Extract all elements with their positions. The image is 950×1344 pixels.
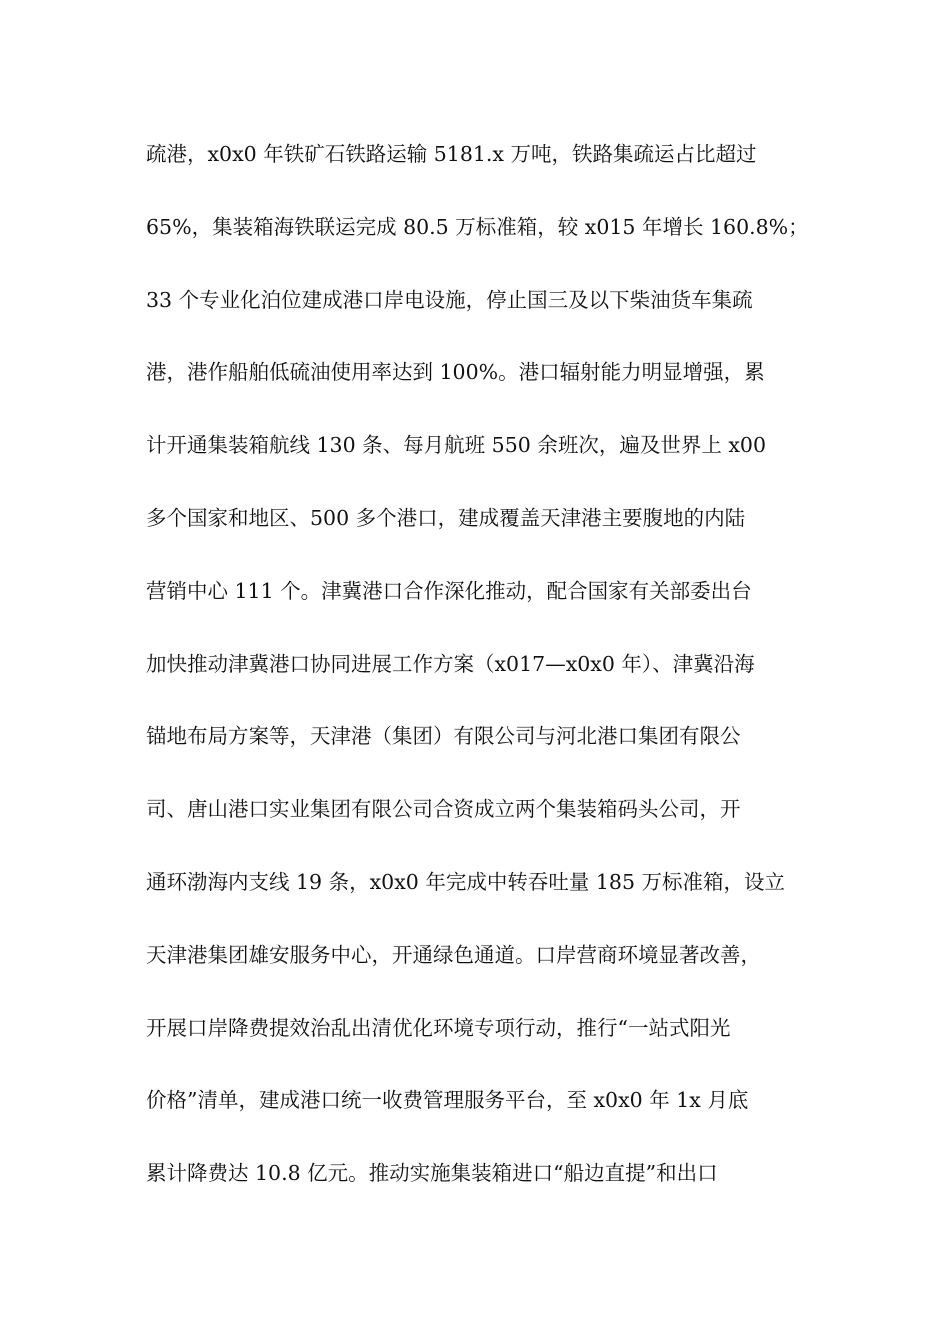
text-line: 多个国家和地区、500 多个港口，建成覆盖天津港主要腹地的内陆 [146,505,746,530]
text-line: 营销中心 111 个。津冀港口合作深化推动，配合国家有关部委出台 [146,578,752,603]
text-line: 累计降费达 10.8 亿元。推动实施集装箱进口“船边直提”和出口 [146,1161,718,1186]
text-line: 65%，集装箱海铁联运完成 80.5 万标准箱，较 x015 年增长 160.8%； [146,214,809,239]
text-line: 33 个专业化泊位建成港口岸电设施，停止国三及以下柴油货车集疏 [146,287,753,312]
text-line: 锚地布局方案等，天津港（集团）有限公司与河北港口集团有限公 [146,724,741,749]
body-paragraph [146,132,836,1224]
text-line: 价格”清单，建成港口统一收费管理服务平台，至 x0x0 年 1x 月底 [146,1088,749,1113]
text-line: 港，港作船舶低硫油使用率达到 100%。港口辐射能力明显增强，累 [146,360,765,385]
text-line: 加快推动津冀港口协同进展工作方案（x017—x0x0 年）、津冀沿海 [146,651,755,676]
text-line: 天津港集团雄安服务中心，开通绿色通道。口岸营商环境显著改善， [146,942,761,967]
text-line: 通环渤海内支线 19 条，x0x0 年完成中转吞吐量 185 万标准箱，设立 [146,869,786,894]
text-line: 司、唐山港口实业集团有限公司合资成立两个集装箱码头公司，开 [146,797,741,822]
text-line: 疏港，x0x0 年铁矿石铁路运输 5181.x 万吨，铁路集疏运占比超过 [146,142,757,166]
text-line: 计开通集装箱航线 130 条、每月航班 550 余班次，遍及世界上 x00 [146,433,766,458]
text-line: 开展口岸降费提效治乱出清优化环境专项行动，推行“一站式阳光 [146,1015,731,1040]
